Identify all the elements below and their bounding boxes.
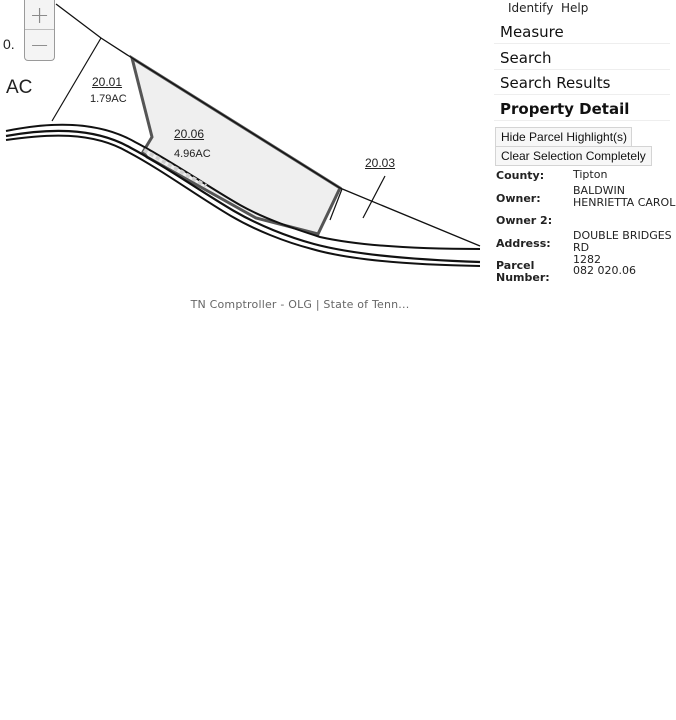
menu-property-detail[interactable]: Property Detail (500, 100, 630, 118)
acreage-label: AC (6, 77, 33, 98)
hide-parcel-highlight-button[interactable]: Hide Parcel Highlight(s) (495, 127, 632, 147)
partial-parcel-label: 0. (3, 36, 15, 52)
parcel-number-value: 082 020.06 (573, 264, 636, 277)
parcel-2001-id: 20.01 (92, 75, 123, 89)
parcel-2001-area: 1.79AC (90, 93, 127, 105)
parcel-label-line-1: Parcel (496, 259, 535, 272)
address-label: Address: (496, 237, 551, 250)
parcel-number-label (496, 260, 550, 284)
address-line-2: 1282 (573, 253, 601, 266)
owner-value (573, 185, 676, 209)
parcel-2006-id[interactable]: 20.06 (174, 127, 205, 141)
county-label: County: (496, 169, 545, 182)
address-value (573, 230, 676, 266)
zoom-in-button[interactable]: + (29, 0, 50, 29)
menu-search-results[interactable]: Search Results (500, 74, 611, 92)
menu-search[interactable]: Search (500, 49, 552, 67)
map-view[interactable] (0, 0, 486, 292)
parcel-label-line-2: Number: (496, 271, 550, 284)
selected-parcel-highlight (132, 58, 340, 234)
map-attribution: TN Comptroller - OLG | State of Tenn... (190, 298, 410, 311)
parcel-tick (363, 176, 385, 218)
clear-selection-button[interactable]: Clear Selection Completely (495, 146, 652, 166)
county-value: Tipton (573, 168, 608, 181)
owner2-label: Owner 2: (496, 214, 553, 227)
owner-line-1: BALDWIN (573, 184, 626, 197)
address-line-1: DOUBLE BRIDGES RD (573, 229, 672, 254)
owner-line-2: HENRIETTA CAROL (573, 196, 676, 209)
parcel-2003-id: 20.03 (365, 156, 396, 170)
zoom-control (24, 0, 55, 61)
help-link[interactable]: Help (561, 1, 589, 15)
parcel-2006-area: 4.96AC (174, 148, 211, 160)
owner-label: Owner: (496, 192, 541, 205)
identify-link[interactable]: Identify (508, 1, 554, 15)
parcel-map-drawing (0, 0, 486, 292)
menu-measure[interactable]: Measure (500, 23, 564, 41)
zoom-out-button[interactable]: − (25, 29, 54, 59)
